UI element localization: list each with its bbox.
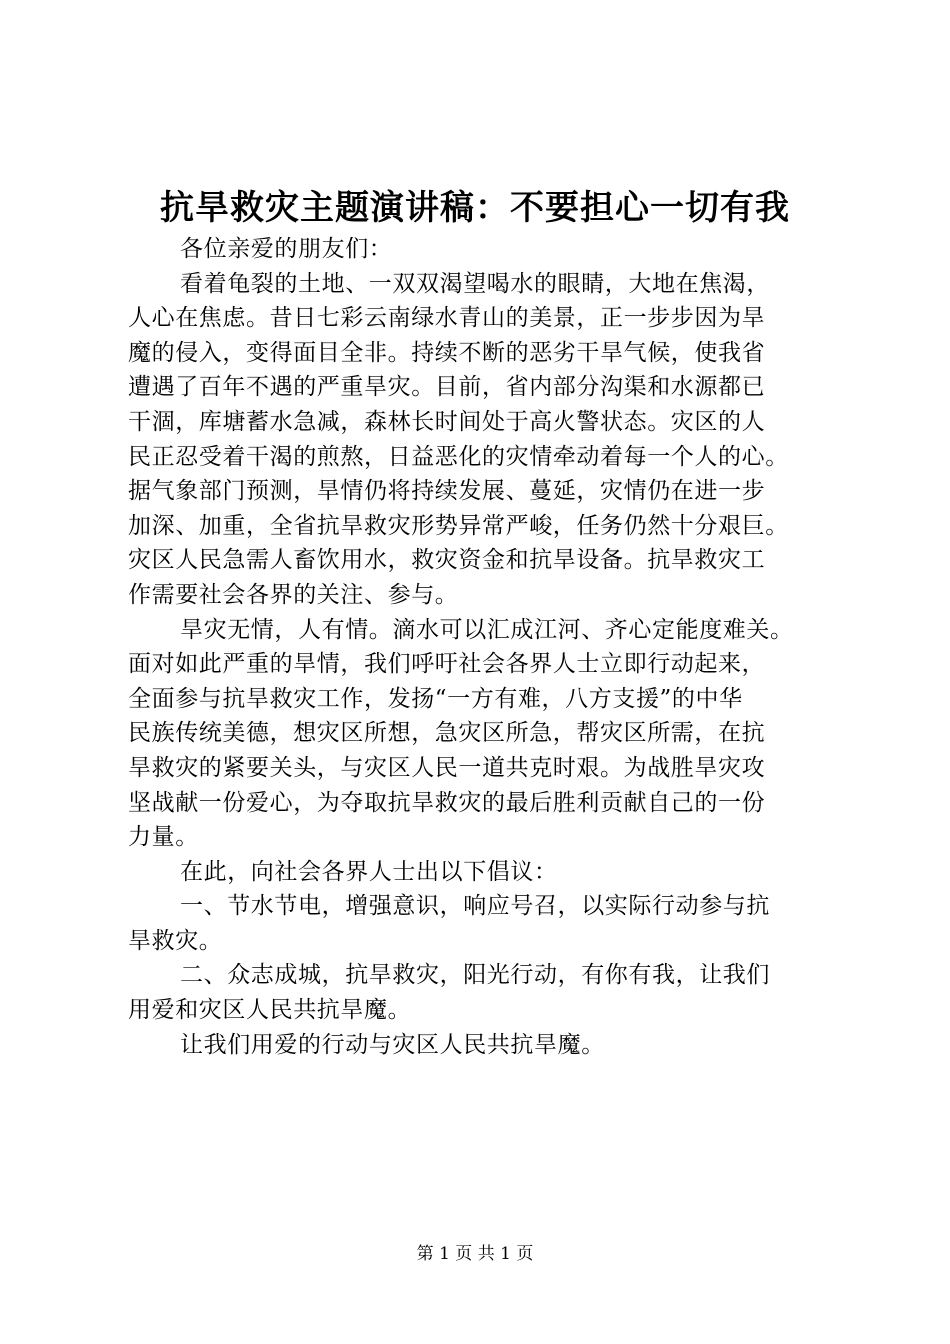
text-line: 加深、加重，全省抗旱救灾形势异常严峻，任务仍然十分艰巨。 <box>128 512 789 539</box>
text-line: 民族传统美德，想灾区所想，急灾区所急，帮灾区所需，在抗 <box>128 720 766 747</box>
text-line: 全面参与抗旱救灾工作，发扬“一方有难，八方支援”的中华 <box>128 685 743 712</box>
text-line: 人心在焦虑。昔日七彩云南绿水青山的美景，正一步步因为旱 <box>128 305 766 332</box>
text-line: 民正忍受着干渴的煎熬，日益恶化的灾情牵动着每一个人的心。 <box>128 443 789 470</box>
text-line: 面对如此严重的旱情，我们呼吁社会各界人士立即行动起来， <box>128 651 766 678</box>
text-line: 旱灾无情，人有情。滴水可以汇成江河、齐心定能度难关。 <box>180 616 794 643</box>
text-line: 旱救灾的紧要关头，与灾区人民一道共克时艰。为战胜旱灾攻 <box>128 754 766 781</box>
text-line: 作需要社会各界的关注、参与。 <box>128 581 459 608</box>
text-line: 用爱和灾区人民共抗旱魔。 <box>128 997 412 1024</box>
text-line: 一、节水节电，增强意识，响应号召，以实际行动参与抗 <box>180 893 770 920</box>
text-line: 干涸，库塘蓄水急减，森林长时间处于高火警状态。灾区的人 <box>128 408 766 435</box>
text-line: 力量。 <box>128 824 199 851</box>
page-footer: 第 1 页 共 1 页 <box>416 1244 534 1264</box>
text-line: 看着龟裂的土地、一双双渴望喝水的眼睛，大地在焦渴， <box>180 270 770 297</box>
text-line: 遭遇了百年不遇的严重旱灾。目前，省内部分沟渠和水源都已 <box>128 374 766 401</box>
text-line: 各位亲爱的朋友们： <box>180 236 393 262</box>
text-line: 旱救灾。 <box>128 927 223 954</box>
text-line: 据气象部门预测，旱情仍将持续发展、蔓延，灾情仍在进一步 <box>128 478 766 505</box>
text-line: 让我们用爱的行动与灾区人民共抗旱魔。 <box>180 1031 605 1058</box>
text-line: 在此，向社会各界人士出以下倡议： <box>180 858 558 885</box>
page-title: 抗旱救灾主题演讲稿：不要担心一切有我 <box>160 188 790 228</box>
document-body <box>128 232 858 1062</box>
text-line: 二、众志成城，抗旱救灾，阳光行动，有你有我，让我们 <box>180 962 770 989</box>
text-line: 灾区人民急需人畜饮用水，救灾资金和抗旱设备。抗旱救灾工 <box>128 547 766 574</box>
text-line: 魔的侵入，变得面目全非。持续不断的恶劣干旱气候，使我省 <box>128 339 766 366</box>
text-line: 坚战献一份爱心，为夺取抗旱救灾的最后胜利贡献自己的一份 <box>128 789 766 816</box>
